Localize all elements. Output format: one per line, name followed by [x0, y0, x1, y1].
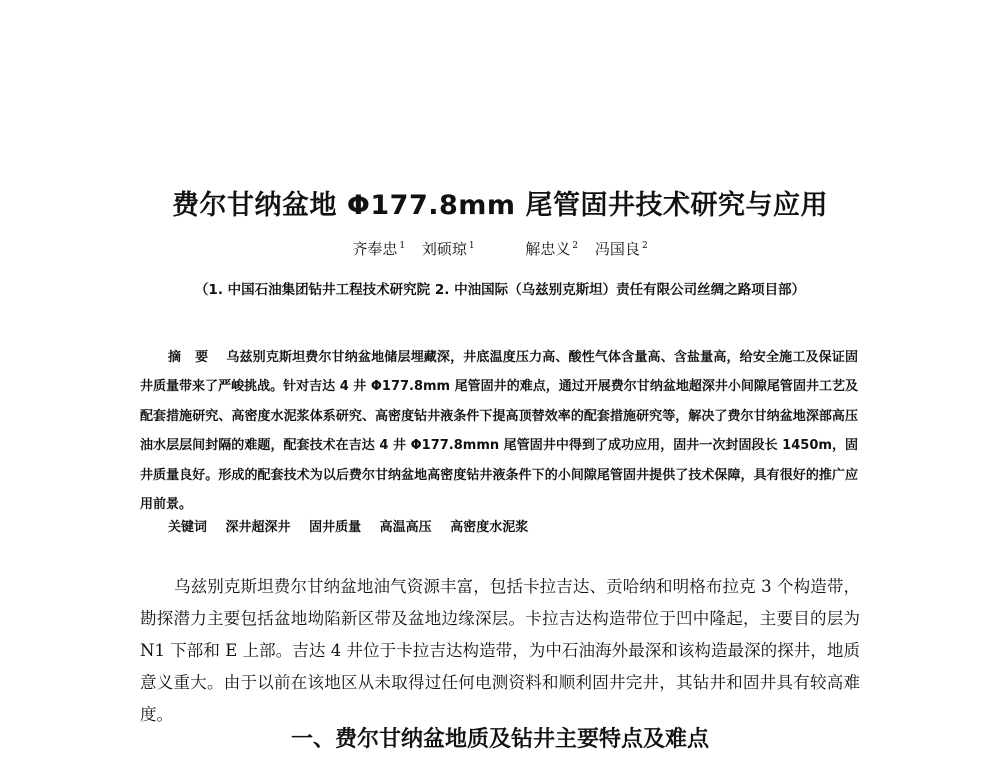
paper-title: 费尔甘纳盆地 Φ177.8mm 尾管固井技术研究与应用	[172, 190, 828, 221]
keyword: 高密度水泥浆	[450, 520, 529, 535]
abstract	[140, 343, 858, 519]
author: 齐奉忠 $^1$	[352, 240, 406, 258]
abstract-text: 乌兹别克斯坦费尔甘纳盆地储层埋藏深，井底温度压力高、酸性气体含量高、含盐量高，给安全施工及保证固井质量带来了严峻挑战。针对吉达 4 井 Φ177.8mm 尾管固井的难点，通过开展费尔甘纳盆地超深井小间隙尾管固井工艺及配套措施研究、高密度水泥浆体系研究、高密度钻井液条件下提高顶替效率的配套措施研究等，解决了费尔甘纳盆地深部高压油水层层间封隔的难题，配套技术在吉达 4 井 Φ177.8mmn 尾管固井中得到了成功应用，固井一次封固段长 1450m，固井质量良好。形成的配套技术为以后费尔甘纳盆地高密度钻井液条件下的小间隙尾管固井提供了技术保障，具有很好的推广应用前景。	[140, 350, 858, 513]
section-heading: 一、费尔甘纳盆地质及钻井主要特点及难点	[290, 727, 709, 752]
keywords	[168, 516, 528, 535]
keyword: 固井质量	[309, 520, 362, 535]
author-list	[0, 238, 1000, 259]
keyword: 高温高压	[379, 520, 432, 535]
body-paragraph: 乌兹别克斯坦费尔甘纳盆地油气资源丰富，包括卡拉吉达、贡哈纳和明格布拉克 3 个构造带，勘探潜力主要包括盆地坳陷新区带及盆地边缘深层。卡拉吉达构造带位于凹中隆起，主要目的层为 N1 下部和 E 上部。吉达 4 井位于卡拉吉达构造带，为中石油海外最深和该构造最深的探井，地质意义重大。由于以前在该地区从未取得过任何电测资料和顺利固井完井，其钻井和固井具有较高难度。	[140, 577, 860, 724]
author: 解忠义 $^2$	[525, 240, 579, 258]
keyword: 深井超深井	[225, 520, 291, 535]
author: 刘硕琼 $^1$	[421, 240, 475, 258]
abstract-label: 摘要	[168, 350, 223, 365]
affiliation: （1. 中国石油集团钻井工程技术研究院 2. 中油国际（乌兹别克斯坦）责任有限公司丝绸之路项目部）	[194, 282, 806, 298]
keywords-label: 关键词	[168, 520, 208, 535]
author: 冯国良 $^2$	[594, 240, 648, 258]
